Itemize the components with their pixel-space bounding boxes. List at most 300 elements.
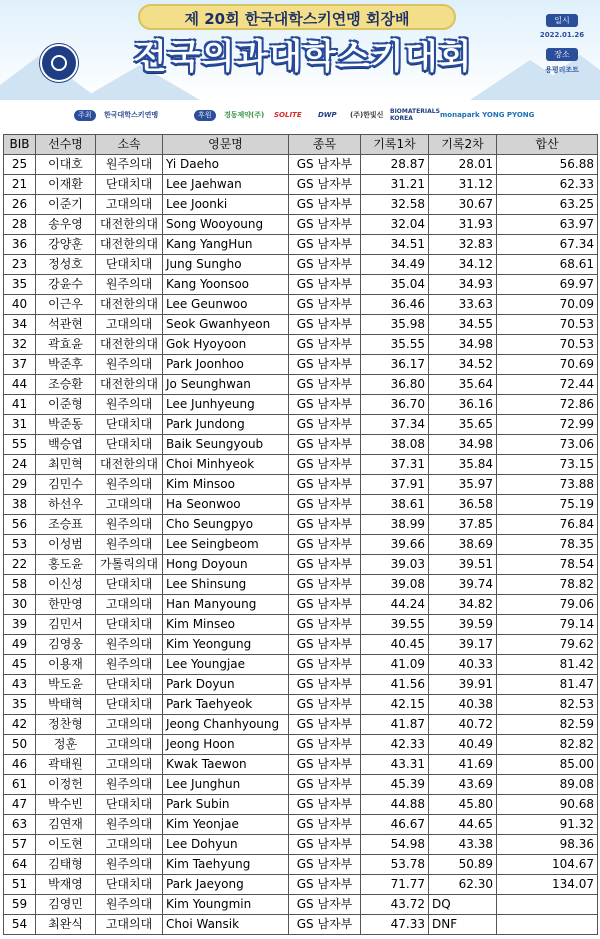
english-name-cell: Lee Shinsung [163, 575, 289, 595]
affiliation-cell: 고대의대 [96, 915, 163, 935]
run2-time-cell: 28.01 [429, 155, 497, 175]
bib-cell: 25 [4, 155, 36, 175]
table-row [4, 515, 598, 535]
bib-cell: 22 [4, 555, 36, 575]
athlete-name-cell: 김영웅 [36, 635, 96, 655]
bib-cell: 57 [4, 835, 36, 855]
event-cell: GS 남자부 [289, 515, 361, 535]
athlete-name-cell: 강양훈 [36, 235, 96, 255]
table-row [4, 475, 598, 495]
english-name-cell: Kwak Taewon [163, 755, 289, 775]
english-name-cell: Park Doyun [163, 675, 289, 695]
run1-time-cell: 43.72 [361, 895, 429, 915]
run1-time-cell: 42.15 [361, 695, 429, 715]
event-cell: GS 남자부 [289, 495, 361, 515]
athlete-name-cell: 홍도윤 [36, 555, 96, 575]
athlete-name-cell: 이준형 [36, 395, 96, 415]
event-cell: GS 남자부 [289, 735, 361, 755]
english-name-cell: Kim Taehyung [163, 855, 289, 875]
english-name-cell: Han Manyoung [163, 595, 289, 615]
affiliation-cell: 대전한의대 [96, 215, 163, 235]
affiliation-cell: 단대치대 [96, 675, 163, 695]
total-time-cell: 76.84 [497, 515, 598, 535]
bib-cell: 39 [4, 615, 36, 635]
athlete-name-cell: 송우영 [36, 215, 96, 235]
run2-time-cell: 40.49 [429, 735, 497, 755]
total-time-cell: 56.88 [497, 155, 598, 175]
athlete-name-cell: 강윤수 [36, 275, 96, 295]
english-name-cell: Kang YangHun [163, 235, 289, 255]
total-time-cell: 78.54 [497, 555, 598, 575]
sponsor-logo: BIOMATERIALS KOREA [390, 108, 440, 122]
run2-time-cell: 62.30 [429, 875, 497, 895]
english-name-cell: Park Jaeyong [163, 875, 289, 895]
total-time-cell: 70.53 [497, 315, 598, 335]
table-row [4, 735, 598, 755]
event-cell: GS 남자부 [289, 295, 361, 315]
table-row [4, 315, 598, 335]
sponsor-logo: SOLITE [274, 111, 302, 119]
english-name-cell: Kang Yoonsoo [163, 275, 289, 295]
affiliation-cell: 단대치대 [96, 415, 163, 435]
table-row [4, 795, 598, 815]
athlete-name-cell: 한만영 [36, 595, 96, 615]
event-cell: GS 남자부 [289, 755, 361, 775]
mountain-decoration [520, 55, 600, 100]
affiliation-cell: 원주의대 [96, 895, 163, 915]
english-name-cell: Jo Seunghwan [163, 375, 289, 395]
run2-time-cell: 45.80 [429, 795, 497, 815]
english-name-cell: Lee Dohyun [163, 835, 289, 855]
sponsor-logo: DWP [318, 111, 337, 119]
run1-time-cell: 44.88 [361, 795, 429, 815]
bib-cell: 21 [4, 175, 36, 195]
athlete-name-cell: 이신성 [36, 575, 96, 595]
affiliation-cell: 원주의대 [96, 475, 163, 495]
run1-time-cell: 32.04 [361, 215, 429, 235]
table-row [4, 895, 598, 915]
affiliation-cell: 원주의대 [96, 775, 163, 795]
total-time-cell: 104.67 [497, 855, 598, 875]
total-time-cell: 78.82 [497, 575, 598, 595]
column-header-run2: 기록2차 [429, 135, 497, 155]
athlete-name-cell: 이도현 [36, 835, 96, 855]
athlete-name-cell: 김민서 [36, 615, 96, 635]
event-cell: GS 남자부 [289, 155, 361, 175]
total-time-cell: 70.69 [497, 355, 598, 375]
table-row [4, 235, 598, 255]
affiliation-cell: 단대치대 [96, 435, 163, 455]
table-row [4, 555, 598, 575]
affiliation-cell: 단대치대 [96, 615, 163, 635]
table-row [4, 335, 598, 355]
bib-cell: 47 [4, 795, 36, 815]
run1-time-cell: 42.33 [361, 735, 429, 755]
english-name-cell: Jung Sungho [163, 255, 289, 275]
run2-time-cell: 30.67 [429, 195, 497, 215]
run1-time-cell: 35.55 [361, 335, 429, 355]
total-time-cell: 72.44 [497, 375, 598, 395]
run2-time-cell: 31.93 [429, 215, 497, 235]
athlete-name-cell: 김태형 [36, 855, 96, 875]
event-subtitle: 제 20회 한국대학스키연맹 회장배 [138, 4, 456, 30]
bib-cell: 35 [4, 275, 36, 295]
athlete-name-cell: 조승환 [36, 375, 96, 395]
english-name-cell: Park Taehyeok [163, 695, 289, 715]
run1-time-cell: 34.51 [361, 235, 429, 255]
athlete-name-cell: 최민혁 [36, 455, 96, 475]
english-name-cell: Lee Jaehwan [163, 175, 289, 195]
table-row [4, 495, 598, 515]
bib-cell: 42 [4, 715, 36, 735]
table-row [4, 615, 598, 635]
athlete-name-cell: 박재영 [36, 875, 96, 895]
english-name-cell: Choi Minhyeok [163, 455, 289, 475]
bib-cell: 55 [4, 435, 36, 455]
bib-cell: 56 [4, 515, 36, 535]
table-header-row [4, 135, 598, 155]
run1-time-cell: 35.98 [361, 315, 429, 335]
total-time-cell: 81.47 [497, 675, 598, 695]
total-time-cell: 67.34 [497, 235, 598, 255]
total-time-cell: 82.59 [497, 715, 598, 735]
total-time-cell: 72.86 [497, 395, 598, 415]
run2-time-cell: 35.84 [429, 455, 497, 475]
total-time-cell: 90.68 [497, 795, 598, 815]
run2-time-cell: 44.65 [429, 815, 497, 835]
run2-time-cell: 36.58 [429, 495, 497, 515]
english-name-cell: Lee Seingbeom [163, 535, 289, 555]
run2-time-cell: 39.91 [429, 675, 497, 695]
event-cell: GS 남자부 [289, 275, 361, 295]
table-row [4, 355, 598, 375]
athlete-name-cell: 김연재 [36, 815, 96, 835]
athlete-name-cell: 정찬형 [36, 715, 96, 735]
table-row [4, 715, 598, 735]
bib-cell: 54 [4, 915, 36, 935]
english-name-cell: Lee Joonki [163, 195, 289, 215]
affiliation-cell: 원주의대 [96, 515, 163, 535]
run2-time-cell: 37.85 [429, 515, 497, 535]
total-time-cell: 81.42 [497, 655, 598, 675]
run2-time-cell: 35.97 [429, 475, 497, 495]
column-header-event: 종목 [289, 135, 361, 155]
run2-time-cell: 38.69 [429, 535, 497, 555]
athlete-name-cell: 박준동 [36, 415, 96, 435]
athlete-name-cell: 김영민 [36, 895, 96, 915]
athlete-name-cell: 이정헌 [36, 775, 96, 795]
event-cell: GS 남자부 [289, 875, 361, 895]
table-row [4, 775, 598, 795]
affiliation-cell: 단대치대 [96, 255, 163, 275]
affiliation-cell: 대전한의대 [96, 335, 163, 355]
column-header-total: 합산 [497, 135, 598, 155]
event-cell: GS 남자부 [289, 795, 361, 815]
run2-time-cell: 34.52 [429, 355, 497, 375]
affiliation-cell: 고대의대 [96, 315, 163, 335]
english-name-cell: Kim Yeonjae [163, 815, 289, 835]
table-row [4, 635, 598, 655]
affiliation-cell: 단대치대 [96, 695, 163, 715]
event-cell: GS 남자부 [289, 355, 361, 375]
total-time-cell: 63.97 [497, 215, 598, 235]
run2-time-cell: 35.64 [429, 375, 497, 395]
athlete-name-cell: 정훈 [36, 735, 96, 755]
event-cell: GS 남자부 [289, 615, 361, 635]
affiliation-cell: 고대의대 [96, 715, 163, 735]
table-row [4, 395, 598, 415]
run2-time-cell: 40.33 [429, 655, 497, 675]
column-header-name: 선수명 [36, 135, 96, 155]
column-header-affiliation: 소속 [96, 135, 163, 155]
bib-cell: 31 [4, 415, 36, 435]
bib-cell: 45 [4, 655, 36, 675]
run2-time-cell: 39.17 [429, 635, 497, 655]
event-cell: GS 남자부 [289, 575, 361, 595]
english-name-cell: Cho Seungpyo [163, 515, 289, 535]
run2-time-cell: 43.69 [429, 775, 497, 795]
bib-cell: 24 [4, 455, 36, 475]
run1-time-cell: 36.46 [361, 295, 429, 315]
bib-cell: 23 [4, 255, 36, 275]
event-cell: GS 남자부 [289, 315, 361, 335]
athlete-name-cell: 박준후 [36, 355, 96, 375]
run1-time-cell: 41.56 [361, 675, 429, 695]
athlete-name-cell: 김민수 [36, 475, 96, 495]
english-name-cell: Park Joonhoo [163, 355, 289, 375]
run1-time-cell: 38.99 [361, 515, 429, 535]
affiliation-cell: 원주의대 [96, 655, 163, 675]
run1-time-cell: 47.33 [361, 915, 429, 935]
affiliation-cell: 고대의대 [96, 495, 163, 515]
run2-time-cell: 33.63 [429, 295, 497, 315]
place-label: 장소 [546, 48, 578, 61]
table-row [4, 835, 598, 855]
event-cell: GS 남자부 [289, 815, 361, 835]
total-time-cell [497, 915, 598, 935]
bib-cell: 26 [4, 195, 36, 215]
table-row [4, 275, 598, 295]
run2-time-cell: 39.74 [429, 575, 497, 595]
run1-time-cell: 28.87 [361, 155, 429, 175]
bib-cell: 40 [4, 295, 36, 315]
english-name-cell: Kim Yeongung [163, 635, 289, 655]
table-row [4, 815, 598, 835]
bib-cell: 64 [4, 855, 36, 875]
run2-time-cell: 40.72 [429, 715, 497, 735]
total-time-cell: 79.62 [497, 635, 598, 655]
english-name-cell: Lee Geunwoo [163, 295, 289, 315]
event-title: 전국의과대학스키대회 [133, 37, 473, 77]
event-cell: GS 남자부 [289, 235, 361, 255]
event-cell: GS 남자부 [289, 395, 361, 415]
results-table [3, 134, 598, 935]
athlete-name-cell: 이재환 [36, 175, 96, 195]
total-time-cell: 73.06 [497, 435, 598, 455]
english-name-cell: Kim Youngmin [163, 895, 289, 915]
affiliation-cell: 대전한의대 [96, 375, 163, 395]
event-cell: GS 남자부 [289, 835, 361, 855]
federation-emblem-icon [40, 44, 78, 82]
bib-cell: 49 [4, 635, 36, 655]
table-row [4, 255, 598, 275]
run2-time-cell: DQ [429, 895, 497, 915]
athlete-name-cell: 곽태원 [36, 755, 96, 775]
run1-time-cell: 39.03 [361, 555, 429, 575]
total-time-cell: 79.06 [497, 595, 598, 615]
athlete-name-cell: 석관현 [36, 315, 96, 335]
run2-time-cell: 34.82 [429, 595, 497, 615]
bib-cell: 51 [4, 875, 36, 895]
event-cell: GS 남자부 [289, 215, 361, 235]
run2-time-cell: 34.98 [429, 435, 497, 455]
bib-cell: 58 [4, 575, 36, 595]
table-row [4, 215, 598, 235]
bib-cell: 32 [4, 335, 36, 355]
event-cell: GS 남자부 [289, 595, 361, 615]
run2-time-cell: 39.59 [429, 615, 497, 635]
total-time-cell: 72.99 [497, 415, 598, 435]
table-row [4, 655, 598, 675]
english-name-cell: Lee Junghun [163, 775, 289, 795]
table-row [4, 575, 598, 595]
run1-time-cell: 36.70 [361, 395, 429, 415]
total-time-cell: 73.88 [497, 475, 598, 495]
affiliation-cell: 고대의대 [96, 755, 163, 775]
run1-time-cell: 37.34 [361, 415, 429, 435]
run2-time-cell: 32.83 [429, 235, 497, 255]
date-value: 2022.01.26 [539, 31, 585, 39]
bib-cell: 37 [4, 355, 36, 375]
affiliation-cell: 원주의대 [96, 635, 163, 655]
athlete-name-cell: 백승엽 [36, 435, 96, 455]
athlete-name-cell: 곽효윤 [36, 335, 96, 355]
run1-time-cell: 36.17 [361, 355, 429, 375]
column-header-english-name: 영문명 [163, 135, 289, 155]
bib-cell: 63 [4, 815, 36, 835]
event-cell: GS 남자부 [289, 535, 361, 555]
bib-cell: 30 [4, 595, 36, 615]
table-row [4, 195, 598, 215]
english-name-cell: Baik Seungyoub [163, 435, 289, 455]
event-cell: GS 남자부 [289, 255, 361, 275]
total-time-cell: 73.15 [497, 455, 598, 475]
run1-time-cell: 53.78 [361, 855, 429, 875]
run1-time-cell: 39.55 [361, 615, 429, 635]
sponsor-logo: monapark YONG PYONG [440, 111, 535, 119]
run1-time-cell: 44.24 [361, 595, 429, 615]
run2-time-cell: 34.98 [429, 335, 497, 355]
run1-time-cell: 54.98 [361, 835, 429, 855]
support-tag: 후원 [194, 110, 216, 121]
athlete-name-cell: 이근우 [36, 295, 96, 315]
total-time-cell: 70.09 [497, 295, 598, 315]
run1-time-cell: 32.58 [361, 195, 429, 215]
english-name-cell: Song Wooyoung [163, 215, 289, 235]
run1-time-cell: 36.80 [361, 375, 429, 395]
table-row [4, 155, 598, 175]
host-tag: 주최 [74, 110, 96, 121]
athlete-name-cell: 박수빈 [36, 795, 96, 815]
table-row [4, 455, 598, 475]
table-row [4, 915, 598, 935]
run1-time-cell: 38.61 [361, 495, 429, 515]
affiliation-cell: 단대치대 [96, 795, 163, 815]
bib-cell: 29 [4, 475, 36, 495]
total-time-cell: 79.14 [497, 615, 598, 635]
affiliation-cell: 고대의대 [96, 735, 163, 755]
english-name-cell: Choi Wansik [163, 915, 289, 935]
affiliation-cell: 단대치대 [96, 175, 163, 195]
event-cell: GS 남자부 [289, 675, 361, 695]
table-row [4, 855, 598, 875]
run1-time-cell: 41.09 [361, 655, 429, 675]
event-cell: GS 남자부 [289, 655, 361, 675]
event-cell: GS 남자부 [289, 695, 361, 715]
run1-time-cell: 45.39 [361, 775, 429, 795]
affiliation-cell: 원주의대 [96, 275, 163, 295]
event-cell: GS 남자부 [289, 415, 361, 435]
column-header-run1: 기록1차 [361, 135, 429, 155]
run1-time-cell: 38.08 [361, 435, 429, 455]
bib-cell: 35 [4, 695, 36, 715]
english-name-cell: Park Subin [163, 795, 289, 815]
run2-time-cell: 31.12 [429, 175, 497, 195]
affiliation-cell: 고대의대 [96, 835, 163, 855]
athlete-name-cell: 최완식 [36, 915, 96, 935]
total-time-cell: 98.36 [497, 835, 598, 855]
date-label: 일시 [546, 14, 578, 27]
english-name-cell: Lee Youngjae [163, 655, 289, 675]
event-cell: GS 남자부 [289, 775, 361, 795]
event-cell: GS 남자부 [289, 915, 361, 935]
total-time-cell: 75.19 [497, 495, 598, 515]
affiliation-cell: 대전한의대 [96, 295, 163, 315]
event-cell: GS 남자부 [289, 635, 361, 655]
sponsor-logo: (주)한빛신 [350, 111, 384, 119]
affiliation-cell: 원주의대 [96, 815, 163, 835]
run2-time-cell: 34.12 [429, 255, 497, 275]
affiliation-cell: 원주의대 [96, 535, 163, 555]
affiliation-cell: 원주의대 [96, 395, 163, 415]
bib-cell: 38 [4, 495, 36, 515]
run2-time-cell: 40.38 [429, 695, 497, 715]
event-cell: GS 남자부 [289, 195, 361, 215]
event-cell: GS 남자부 [289, 555, 361, 575]
event-cell: GS 남자부 [289, 335, 361, 355]
table-row [4, 695, 598, 715]
run1-time-cell: 34.49 [361, 255, 429, 275]
english-name-cell: Ha Seonwoo [163, 495, 289, 515]
run2-time-cell: 34.93 [429, 275, 497, 295]
total-time-cell: 69.97 [497, 275, 598, 295]
table-row [4, 295, 598, 315]
english-name-cell: Gok Hyoyoon [163, 335, 289, 355]
total-time-cell: 70.53 [497, 335, 598, 355]
run2-time-cell: 41.69 [429, 755, 497, 775]
table-row [4, 535, 598, 555]
event-cell: GS 남자부 [289, 175, 361, 195]
table-row [4, 595, 598, 615]
run2-time-cell: 50.89 [429, 855, 497, 875]
affiliation-cell: 고대의대 [96, 195, 163, 215]
total-time-cell: 82.82 [497, 735, 598, 755]
affiliation-cell: 단대치대 [96, 575, 163, 595]
table-row [4, 875, 598, 895]
affiliation-cell: 대전한의대 [96, 455, 163, 475]
sponsor-bar [0, 104, 600, 126]
table-row [4, 375, 598, 395]
